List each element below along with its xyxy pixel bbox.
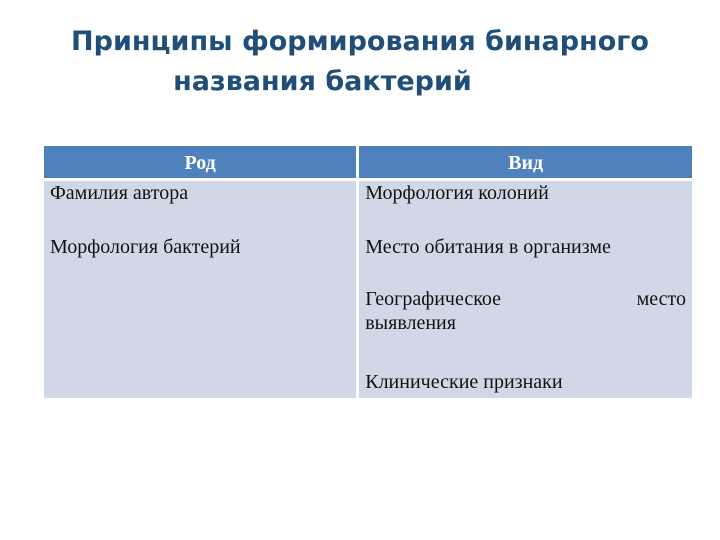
slide-title-line-1: Принципы формирования бинарного (71, 26, 649, 57)
species-item-geography-line-2: выявления (365, 312, 456, 334)
header-genus: Род (44, 146, 358, 180)
table-body-row (44, 180, 692, 399)
species-item-colonies: Морфология колоний (365, 182, 549, 204)
species-item-habitat: Место обитания в организме (365, 236, 611, 258)
species-item-clinical: Клинические признаки (365, 371, 563, 393)
species-cell (358, 180, 692, 399)
species-item-geography-line-1: Географическое место (365, 288, 686, 310)
genus-cell (44, 180, 358, 399)
slide-title (0, 22, 720, 102)
genus-item-morphology: Морфология бактерий (50, 236, 241, 258)
header-species: Вид (358, 146, 692, 180)
genus-item-author: Фамилия автора (50, 182, 189, 204)
principles-table (44, 146, 692, 398)
table-header-row (44, 146, 692, 180)
slide-title-line-2: названия бактерий (173, 66, 472, 97)
